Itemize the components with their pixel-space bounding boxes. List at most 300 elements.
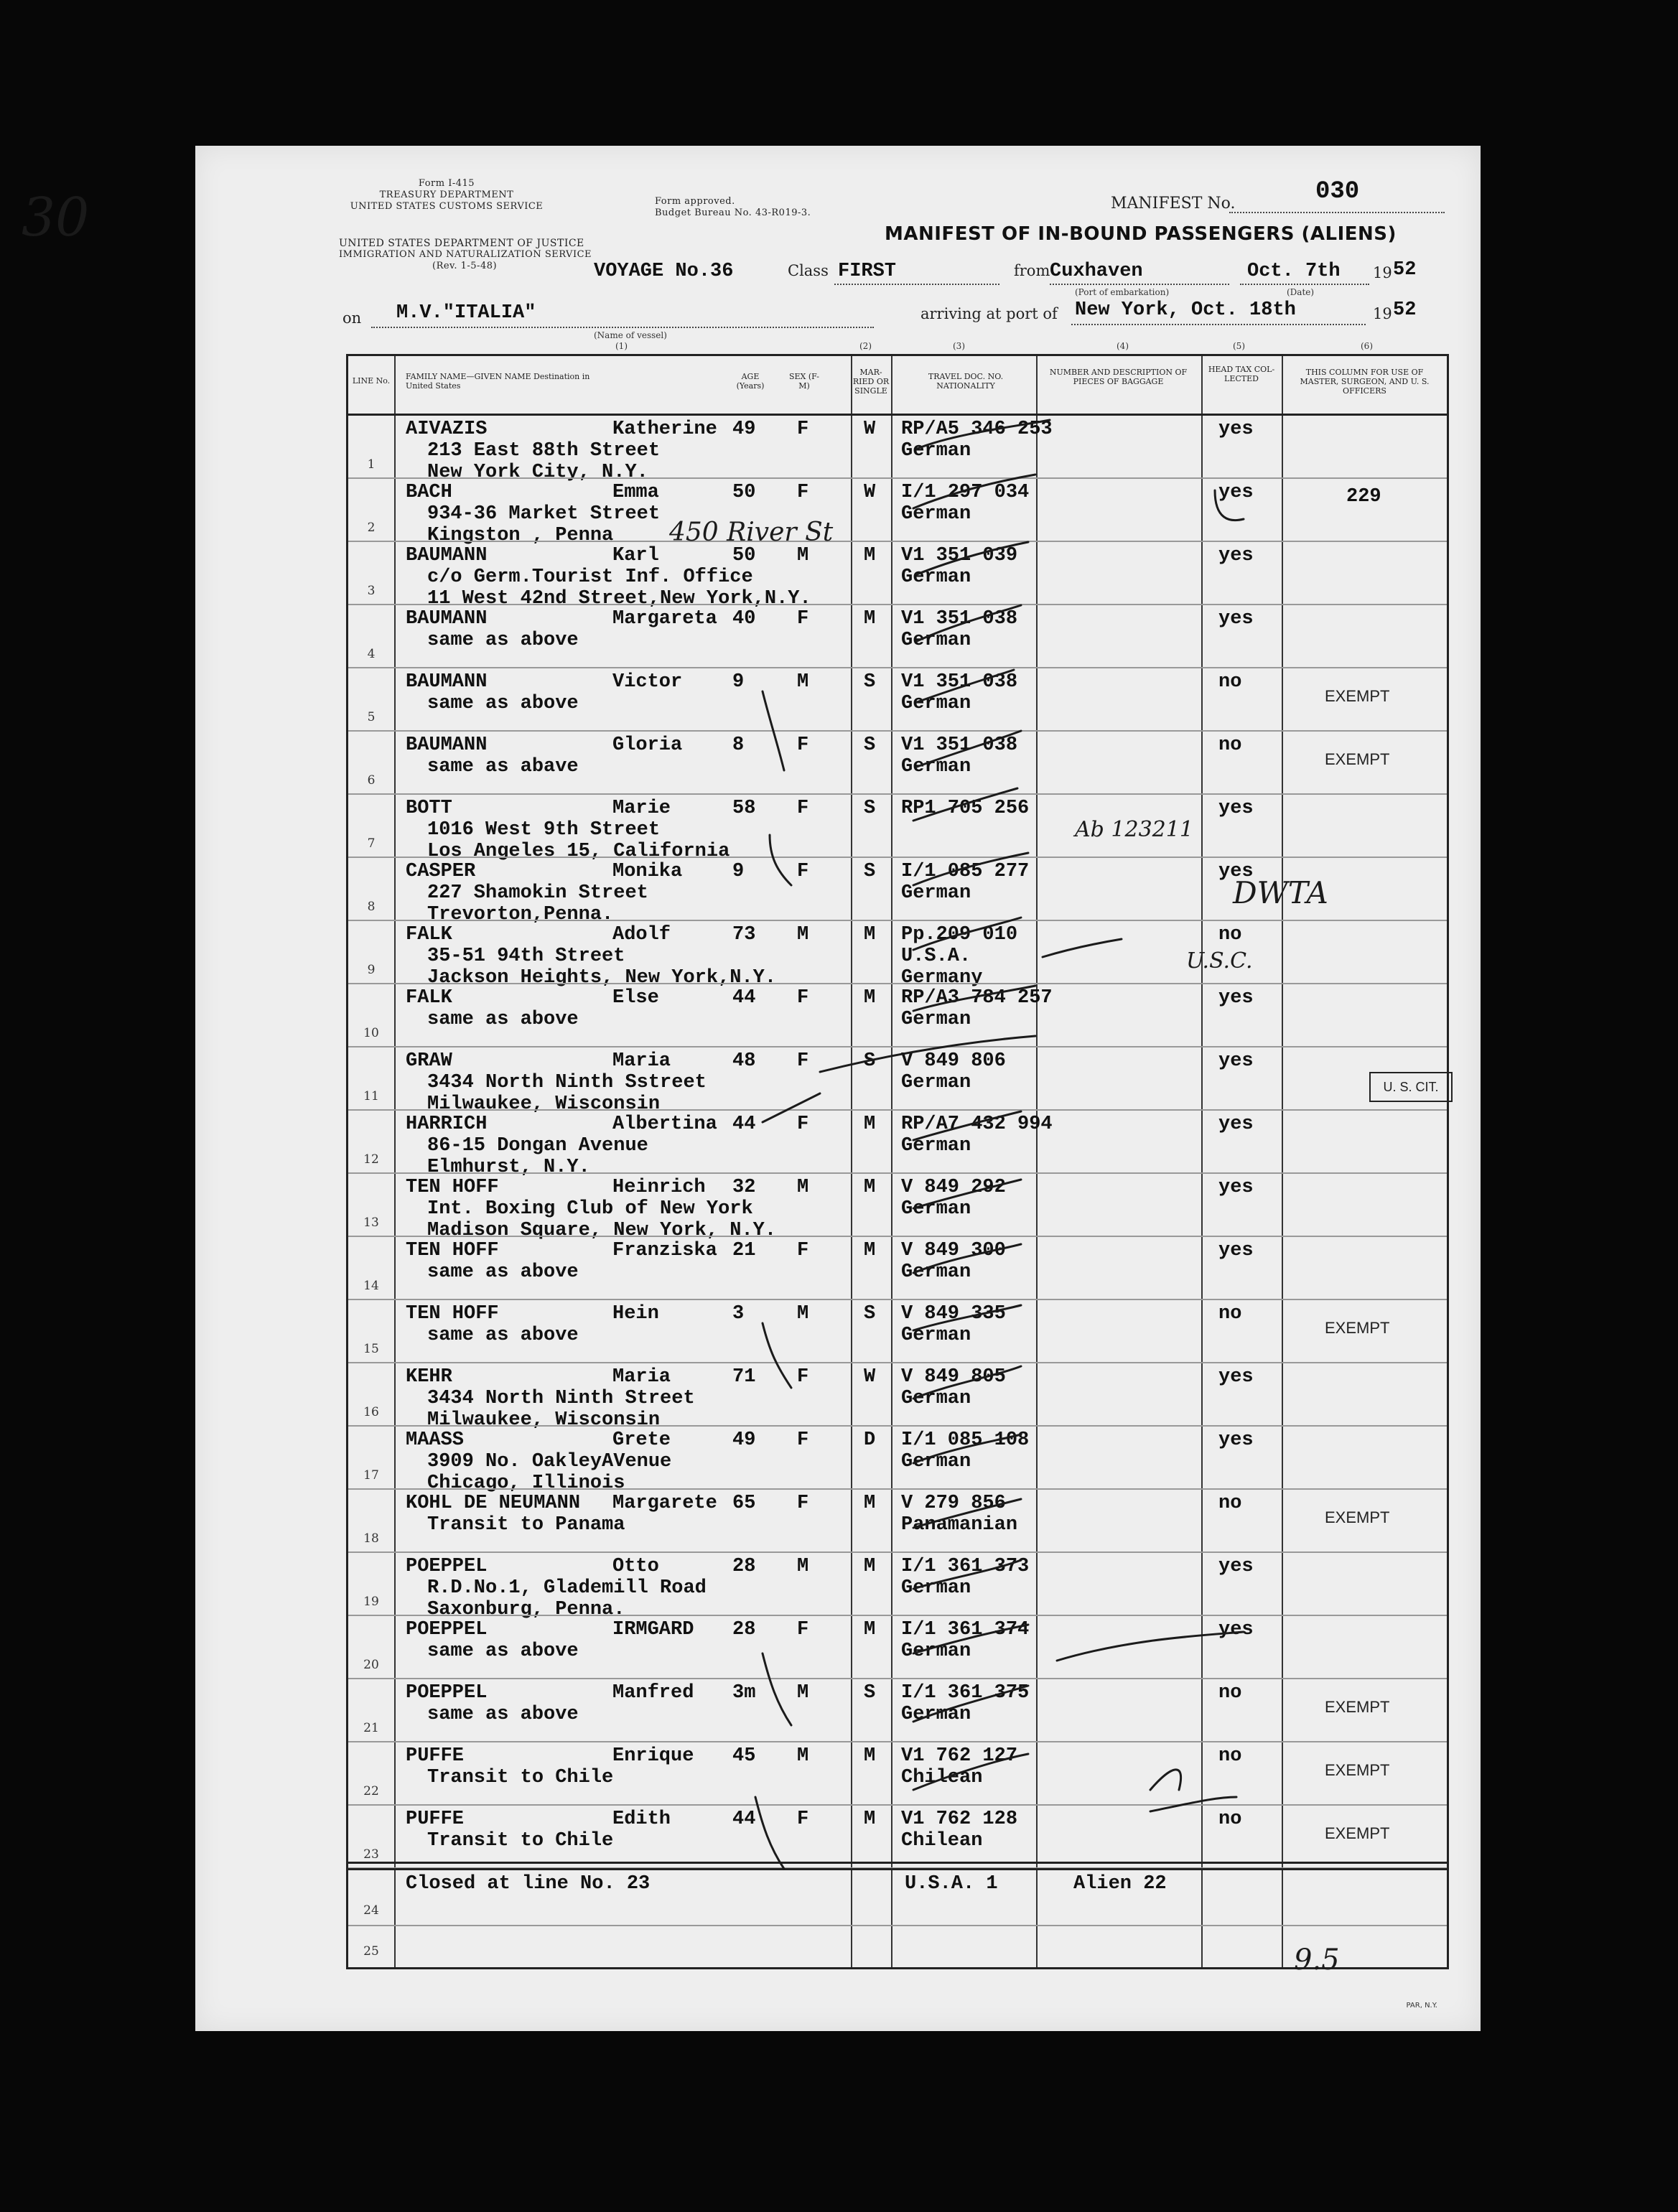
head-tax: no	[1218, 1809, 1242, 1830]
age: 40	[732, 608, 756, 630]
nationality: German	[901, 630, 971, 651]
family-name: TEN HOFF	[406, 1177, 499, 1198]
sex: M	[797, 1745, 809, 1767]
marital-status: D	[864, 1429, 876, 1451]
head-tax: no	[1218, 1745, 1242, 1767]
given-name: Manfred	[612, 1682, 694, 1704]
destination-line: Milwaukee, Wisconsin	[427, 1409, 661, 1431]
nationality: Panamanian	[901, 1514, 1018, 1536]
marital-status: M	[864, 1619, 876, 1641]
form-header-left: Form I-415 TREASURY DEPARTMENT UNITED STATES CUSTOMS SERVICE	[350, 178, 544, 212]
passenger-row	[348, 1047, 1447, 1115]
manifest-title: MANIFEST OF IN-BOUND PASSENGERS (ALIENS)	[885, 223, 1397, 245]
head-tax: yes	[1218, 1050, 1254, 1072]
arrival-year: 52	[1393, 299, 1417, 321]
passenger-row	[348, 1616, 1447, 1679]
travel-document: V1 351 038	[901, 671, 1018, 693]
usa-count: U.S.A. 1	[905, 1873, 998, 1895]
travel-document: I/1 361 373	[901, 1556, 1030, 1577]
col-num-2: (2)	[859, 341, 872, 351]
embarkation-port: Cuxhaven	[1050, 261, 1143, 282]
passenger-row	[348, 732, 1447, 795]
passenger-table	[346, 354, 1449, 1969]
destination-line: Elmhurst, N.Y.	[427, 1157, 590, 1178]
given-name: Otto	[612, 1556, 659, 1577]
col-officers: THIS COLUMN FOR USE OF MASTER, SURGEON, AND U. S. OFFICERS	[1300, 368, 1430, 396]
travel-document: V1 351 039	[901, 545, 1018, 566]
marital-status: M	[864, 1114, 876, 1135]
nationality: German	[901, 1261, 971, 1283]
age: 65	[732, 1493, 756, 1514]
line-number: 16	[363, 1405, 379, 1419]
passenger-row	[348, 858, 1447, 925]
given-name: Emma	[612, 482, 659, 503]
line-number: 3	[367, 584, 376, 598]
manifest-no-label: MANIFEST No.	[1111, 195, 1236, 213]
travel-document: V1 762 127	[901, 1745, 1018, 1767]
line-number: 22	[363, 1784, 379, 1798]
marital-status: M	[864, 608, 876, 630]
age: 3m	[732, 1682, 756, 1704]
line-number: 14	[363, 1279, 379, 1293]
line-number: 4	[367, 647, 376, 661]
sex: M	[797, 1682, 809, 1704]
family-name: KEHR	[406, 1366, 452, 1388]
passenger-row	[348, 1111, 1447, 1178]
travel-document: V 849 292	[901, 1177, 1006, 1198]
given-name: Margareta	[612, 608, 717, 630]
passenger-row	[348, 1806, 1447, 1869]
sex: M	[797, 924, 809, 946]
travel-document: I/1 361 374	[901, 1619, 1030, 1641]
sex: M	[797, 545, 809, 566]
marital-status: W	[864, 482, 876, 503]
travel-document: V1 351 038	[901, 608, 1018, 630]
nationality: German	[901, 1135, 971, 1157]
travel-document: I/1 361 375	[901, 1682, 1030, 1704]
age: 58	[732, 798, 756, 819]
exempt-stamp: EXEMPT	[1325, 1319, 1390, 1337]
travel-document: V 849 335	[901, 1303, 1006, 1325]
head-tax: no	[1218, 671, 1242, 693]
manifest-page	[195, 146, 1481, 2031]
nationality: German	[901, 882, 971, 904]
head-tax: yes	[1218, 608, 1254, 630]
on-label: on	[342, 309, 362, 327]
destination-line: 3434 North Ninth Sstreet	[427, 1072, 707, 1093]
arriving-label: arriving at port of	[920, 305, 1058, 322]
port-caption: (Port of embarkation)	[1075, 287, 1170, 297]
destination-line: Milwaukee, Wisconsin	[427, 1093, 661, 1115]
exempt-stamp: EXEMPT	[1325, 750, 1390, 768]
nationality: German	[901, 1388, 971, 1409]
given-name: Hein	[612, 1303, 659, 1325]
age: 8	[732, 734, 745, 756]
sex: F	[797, 419, 809, 440]
head-tax: no	[1218, 1493, 1242, 1514]
sex: F	[797, 987, 809, 1009]
line-number: 9	[367, 963, 376, 977]
destination-line: Saxonburg, Penna.	[427, 1599, 625, 1620]
travel-document: I/1 085 108	[901, 1429, 1030, 1451]
year-prefix: 19	[1373, 264, 1392, 281]
closed-at-line: Closed at line No. 23	[406, 1873, 651, 1895]
destination-line: Kingston , Penna	[427, 525, 614, 546]
exempt-stamp: EXEMPT	[1325, 1824, 1390, 1842]
line-number-24: 24	[363, 1903, 379, 1918]
passenger-row	[348, 1742, 1447, 1806]
nationality: German	[901, 1577, 971, 1599]
line-number: 13	[363, 1215, 379, 1230]
given-name: Karl	[612, 545, 659, 566]
marital-status: S	[864, 1303, 876, 1325]
svg-text:U.S.C.: U.S.C.	[1186, 948, 1253, 974]
travel-document: RP/A5 346 253	[901, 419, 1053, 440]
line-number: 11	[363, 1089, 379, 1103]
age: 9	[732, 671, 745, 693]
marital-status: M	[864, 545, 876, 566]
sex: F	[797, 1429, 809, 1451]
arrival-year-prefix: 19	[1373, 305, 1392, 322]
col-num-5: (5)	[1233, 341, 1245, 351]
family-name: FALK	[406, 924, 452, 946]
marital-status: S	[864, 1050, 876, 1072]
passenger-row	[348, 1679, 1447, 1742]
exempt-stamp: EXEMPT	[1325, 1761, 1390, 1779]
passenger-row	[348, 605, 1447, 668]
destination-line: 3909 No. OakleyAVenue	[427, 1451, 672, 1473]
passenger-row	[348, 1490, 1447, 1553]
marital-status: S	[864, 861, 876, 882]
line-number: 17	[363, 1468, 379, 1483]
given-name: Grete	[612, 1429, 671, 1451]
line-number: 8	[367, 900, 376, 914]
travel-document: RP/A7 432 994	[901, 1114, 1053, 1135]
sex: M	[797, 1303, 809, 1325]
family-name: BAUMANN	[406, 734, 488, 756]
marital-status: M	[864, 1240, 876, 1261]
nationality: German	[901, 440, 971, 462]
destination-line: same as above	[427, 693, 579, 714]
travel-document: V 849 806	[901, 1050, 1006, 1072]
nationality: German	[901, 1009, 971, 1030]
head-tax: yes	[1218, 545, 1254, 566]
destination-line: 934-36 Market Street	[427, 503, 661, 525]
family-name: BAUMANN	[406, 671, 488, 693]
line-number: 7	[367, 836, 376, 851]
given-name: Heinrich	[612, 1177, 706, 1198]
family-name: TEN HOFF	[406, 1240, 499, 1261]
travel-document: I/1 297 034	[901, 482, 1030, 503]
given-name: Monika	[612, 861, 683, 882]
date-caption: (Date)	[1287, 287, 1315, 297]
destination-line: New York City, N.Y.	[427, 462, 648, 483]
destination-line: Int. Boxing Club of New York	[427, 1198, 753, 1220]
line-number: 20	[363, 1658, 379, 1672]
margin-note: 30	[22, 187, 90, 248]
given-name: Marie	[612, 798, 671, 819]
svg-text:Ab 123211: Ab 123211	[1075, 817, 1193, 842]
svg-text:9.5: 9.5	[1294, 1943, 1340, 1977]
sex: F	[797, 1050, 809, 1072]
destination-line: same as above	[427, 1704, 579, 1725]
family-name: BACH	[406, 482, 452, 503]
vessel-caption: (Name of vessel)	[594, 330, 667, 340]
travel-document: V 279 856	[901, 1493, 1006, 1514]
col-num-1: (1)	[615, 341, 628, 351]
line-number-25: 25	[363, 1944, 379, 1959]
destination-line: Los Angeles 15, California	[427, 841, 730, 862]
marital-status: W	[864, 419, 876, 440]
family-name: KOHL DE NEUMANN	[406, 1493, 581, 1514]
sex: F	[797, 734, 809, 756]
head-tax: yes	[1218, 482, 1254, 503]
head-tax: yes	[1218, 1429, 1254, 1451]
age: 28	[732, 1619, 756, 1641]
passenger-row	[348, 1300, 1447, 1363]
destination-line: Transit to Panama	[427, 1514, 625, 1536]
sex: F	[797, 861, 809, 882]
family-name: FALK	[406, 987, 452, 1009]
destination-line: R.D.No.1, Glademill Road	[427, 1577, 707, 1599]
head-tax: no	[1218, 1303, 1242, 1325]
family-name: AIVAZIS	[406, 419, 488, 440]
col-line: LINE No.	[352, 376, 391, 386]
head-tax: no	[1218, 924, 1242, 946]
passenger-row	[348, 1237, 1447, 1300]
travel-document: RP1 705 256	[901, 798, 1030, 819]
head-tax: yes	[1218, 1177, 1254, 1198]
given-name: Franziska	[612, 1240, 717, 1261]
passenger-row	[348, 1427, 1447, 1494]
passenger-row	[348, 984, 1447, 1047]
given-name: Katherine	[612, 419, 717, 440]
travel-document: V 849 300	[901, 1240, 1006, 1261]
line-number: 6	[367, 773, 376, 788]
line-number: 1	[367, 457, 376, 472]
nationality: German	[901, 1325, 971, 1346]
family-name: PUFFE	[406, 1745, 465, 1767]
exempt-stamp: EXEMPT	[1325, 687, 1390, 705]
head-tax: yes	[1218, 419, 1254, 440]
sex: M	[797, 1556, 809, 1577]
arrival-port-date: New York, Oct. 18th	[1075, 299, 1296, 321]
sex: F	[797, 482, 809, 503]
age: 28	[732, 1556, 756, 1577]
head-tax: no	[1218, 1682, 1242, 1704]
col-head-tax: HEAD TAX COL-LECTED	[1208, 365, 1275, 383]
embarkation-year: 52	[1393, 259, 1417, 281]
given-name: Albertina	[612, 1114, 717, 1135]
line-number: 15	[363, 1342, 379, 1356]
family-name: MAASS	[406, 1429, 465, 1451]
col-num-3: (3)	[953, 341, 965, 351]
age: 49	[732, 1429, 756, 1451]
family-name: PUFFE	[406, 1809, 465, 1830]
destination-line: 35-51 94th Street	[427, 946, 625, 967]
col-baggage: NUMBER AND DESCRIPTION OF PIECES OF BAGGAGE	[1049, 368, 1188, 386]
family-name: BAUMANN	[406, 545, 488, 566]
sex: F	[797, 608, 809, 630]
line-number: 21	[363, 1721, 379, 1735]
marital-status: M	[864, 987, 876, 1009]
age: 9	[732, 861, 745, 882]
head-tax: yes	[1218, 798, 1254, 819]
age: 44	[732, 1809, 756, 1830]
travel-document: V1 762 128	[901, 1809, 1018, 1830]
col-num-4: (4)	[1117, 341, 1129, 351]
col-name: FAMILY NAME—GIVEN NAME Destination in United States	[406, 372, 590, 391]
destination-line: 86-15 Dongan Avenue	[427, 1135, 648, 1157]
family-name: BAUMANN	[406, 608, 488, 630]
sex: M	[797, 1177, 809, 1198]
travel-document: I/1 085 277	[901, 861, 1030, 882]
col-travel-doc: TRAVEL DOC. NO. NATIONALITY	[928, 372, 1004, 391]
marital-status: S	[864, 798, 876, 819]
sex: F	[797, 1114, 809, 1135]
line-number: 23	[363, 1847, 379, 1862]
destination-line: 213 East 88th Street	[427, 440, 661, 462]
travel-document: V 849 805	[901, 1366, 1006, 1388]
marital-status: S	[864, 734, 876, 756]
passenger-row	[348, 416, 1447, 483]
age: 50	[732, 545, 756, 566]
nationality: German	[901, 693, 971, 714]
destination-line: 11 West 42nd Street,New York,N.Y.	[427, 588, 811, 610]
age: 21	[732, 1240, 756, 1261]
travel-document: Pp.209 010	[901, 924, 1018, 946]
line-number: 18	[363, 1531, 379, 1546]
destination-line: same as above	[427, 1261, 579, 1283]
destination-line: Chicago, Illinois	[427, 1473, 625, 1494]
col-sex: SEX (F-M)	[788, 372, 820, 391]
passenger-row	[348, 542, 1447, 610]
nationality: German	[901, 1704, 971, 1725]
marital-status: W	[864, 1366, 876, 1388]
family-name: CASPER	[406, 861, 476, 882]
nationality: German	[901, 1641, 971, 1662]
family-name: HARRICH	[406, 1114, 488, 1135]
marital-status: M	[864, 1745, 876, 1767]
col-age: AGE (Years)	[736, 372, 765, 391]
family-name: TEN HOFF	[406, 1303, 499, 1325]
line-number: 12	[363, 1152, 379, 1167]
svg-text:DWTA: DWTA	[1233, 875, 1328, 910]
destination-line: 3434 North Ninth Street	[427, 1388, 695, 1409]
line-number: 5	[367, 710, 376, 724]
sex: F	[797, 1493, 809, 1514]
sex: F	[797, 1366, 809, 1388]
marital-status: M	[864, 1177, 876, 1198]
officer-note: 229	[1346, 486, 1381, 508]
manifest-no: 030	[1315, 178, 1360, 205]
destination-line: 1016 West 9th Street	[427, 819, 661, 841]
destination-line: same as above	[427, 1009, 579, 1030]
destination-line: 227 Shamokin Street	[427, 882, 648, 904]
age: 32	[732, 1177, 756, 1198]
alien-count: Alien 22	[1073, 1873, 1167, 1895]
exempt-stamp: EXEMPT	[1325, 1698, 1390, 1716]
passenger-row	[348, 1553, 1447, 1620]
class-label: Class	[788, 262, 829, 279]
sex: M	[797, 671, 809, 693]
nationality: German	[901, 1198, 971, 1220]
destination-line: Transit to Chile	[427, 1830, 614, 1852]
printer-mark: PAR, N.Y.	[1406, 2002, 1437, 2010]
destination-line: c/o Germ.Tourist Inf. Office	[427, 566, 753, 588]
age: 73	[732, 924, 756, 946]
nationality: U.S.A.	[901, 946, 971, 967]
nationality: Chilean	[901, 1830, 983, 1852]
head-tax: yes	[1218, 1366, 1254, 1388]
given-name: Victor	[612, 671, 683, 693]
nationality: German	[901, 503, 971, 525]
age: 71	[732, 1366, 756, 1388]
voyage-number: VOYAGE No.36	[594, 261, 734, 282]
svg-text:450 River St: 450 River St	[669, 518, 834, 547]
family-name: BOTT	[406, 798, 452, 819]
passenger-row	[348, 479, 1447, 546]
given-name: IRMGARD	[612, 1619, 694, 1641]
nationality-secondary: Germany	[901, 967, 983, 989]
age: 44	[732, 1114, 756, 1135]
destination-line: same as above	[427, 630, 579, 651]
marital-status: M	[864, 1556, 876, 1577]
given-name: Margarete	[612, 1493, 717, 1514]
head-tax: no	[1218, 734, 1242, 756]
head-tax: yes	[1218, 861, 1254, 882]
nationality: German	[901, 1072, 971, 1093]
sex: F	[797, 1809, 809, 1830]
sex: F	[797, 798, 809, 819]
vessel-name: M.V."ITALIA"	[396, 302, 536, 324]
marital-status: S	[864, 671, 876, 693]
passenger-row	[348, 921, 1447, 989]
nationality: Chilean	[901, 1767, 983, 1788]
family-name: POEPPEL	[406, 1619, 488, 1641]
marital-status: M	[864, 924, 876, 946]
head-tax: yes	[1218, 1114, 1254, 1135]
marital-status: M	[864, 1809, 876, 1830]
destination-line: same as above	[427, 1325, 579, 1346]
age: 50	[732, 482, 756, 503]
marital-status: M	[864, 1493, 876, 1514]
passenger-row	[348, 668, 1447, 732]
head-tax: yes	[1218, 1240, 1254, 1261]
destination-line: same as abave	[427, 756, 579, 778]
given-name: Gloria	[612, 734, 683, 756]
marital-status: S	[864, 1682, 876, 1704]
destination-line: Jackson Heights, New York,N.Y.	[427, 967, 777, 989]
form-approval: Form approved. Budget Bureau No. 43-R019-3.	[655, 196, 811, 218]
age: 44	[732, 987, 756, 1009]
nationality: German	[901, 1451, 971, 1473]
age: 3	[732, 1303, 745, 1325]
destination-line: same as above	[427, 1641, 579, 1662]
passenger-row	[348, 1363, 1447, 1431]
given-name: Maria	[612, 1050, 671, 1072]
from-label: from	[1014, 262, 1050, 279]
justice-header: UNITED STATES DEPARTMENT OF JUSTICE IMMIGRATION AND NATURALIZATION SERVICE (Rev. 1-5-48)	[339, 238, 592, 271]
family-name: GRAW	[406, 1050, 452, 1072]
given-name: Adolf	[612, 924, 671, 946]
nationality: German	[901, 566, 971, 588]
col-married: MAR-RIED OR SINGLE	[852, 368, 890, 396]
given-name: Enrique	[612, 1745, 694, 1767]
sex: F	[797, 1619, 809, 1641]
given-name: Else	[612, 987, 659, 1009]
line-number: 10	[363, 1026, 379, 1040]
